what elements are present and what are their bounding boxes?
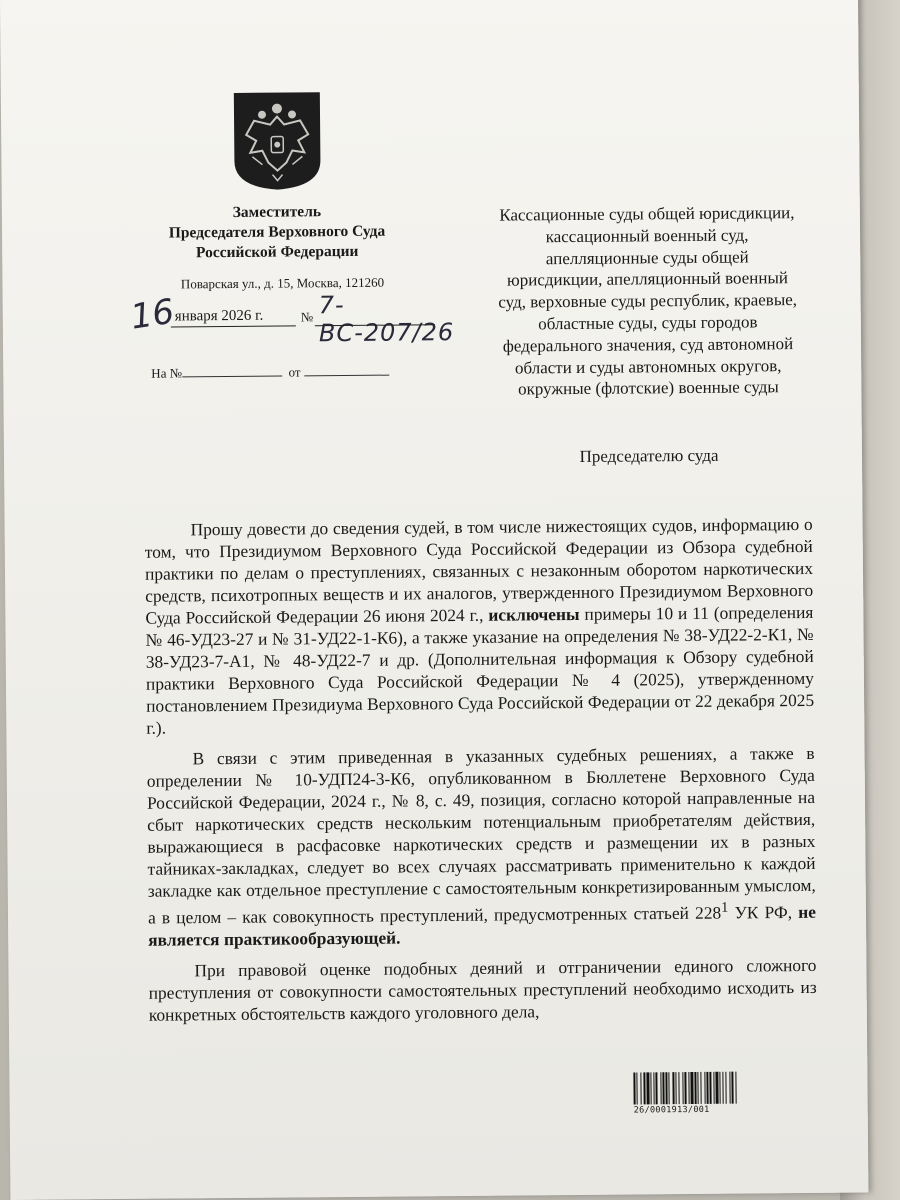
paragraph [147,742,817,951]
addressee: Председателю суда [579,445,719,466]
reference-na-label: На № [151,365,183,381]
paragraph-text: примеры 10 и 11 (определения № 46-УД23-27 и № 31-УД22-1-К6), а также указание на определения № 38-УД22-2-К1, № 38-УД23-7-А1, № 48-УД22-7 и др. (Дополнительная информация к Обзору судебной практики Верховного Суда Российской Федерации № 4 (2025), утвержденному постановлением Президиума Верховного Суда Российской Федерации от 22 декабря 2025 г.). [145,601,815,738]
date-text: января 2026 г. [174,307,264,325]
paragraph [145,513,815,739]
emphasis-text: исключены [488,603,580,625]
reference-number-blank [182,366,282,378]
barcode-bar [735,1072,736,1104]
barcode-bars [633,1071,819,1105]
sender-title-line: Заместитель [232,203,322,221]
reference-date-blank [304,365,389,377]
coat-of-arms-emblem [232,90,323,191]
paragraph [148,954,817,1026]
date-number-line [128,291,455,351]
handwritten-day: 16 [128,291,177,338]
paragraph-text: В связи с этим приведенная в указанных судебных решениях, а также в определении № 10-УДП24-3-К6, опубликованном в Бюллетене Верховного Суда Российской Федерации, 2024 г., № 8, с. 49, позиция, согласно которой направленные на сбыт наркотических средств нескольким потенциальным приобретателям действия, выражающиеся в расфасовке наркотических средств и размещении их в разных тайниках-закладках, следует во всех случаях рассматривать применительно к каждой закладке как отдельное преступление с самостоятельным конкретизированным умыслом, а в целом – как совокупность преступлений, предусмотренных статьей 228 [146,742,816,928]
emphasis-text: не является практикообразующей [148,901,817,950]
barcode-number: 26/0001913/001 [633,1104,710,1116]
handwritten-registration-number: 7-ВС-207/26 [318,291,455,348]
barcode [633,1071,819,1116]
sender-title-line: Российской Федерации [195,242,359,262]
letter-body [145,513,817,1035]
sender-title-line: Председателя Верховного Суда [168,222,386,242]
reference-ot-label: от [288,364,301,380]
superscript: 1 [721,899,729,916]
reference-line [151,363,411,381]
emphasis-text: . [396,927,401,948]
date-underline [171,325,296,327]
paragraph-text: УК РФ, [734,901,793,923]
sender-address: Поварская ул., д. 15, Москва, 121260 [180,274,385,292]
sender-title-block [132,201,423,264]
paragraph-text: При правовой оценке подобных деяний и отграничении единого сложного преступления от совокупности самостоятельных преступлений необходимо исходить из конкретных обстоятельств каждого уголовного дела, [148,954,817,1025]
number-symbol: № [300,309,314,325]
paragraph-text: Прошу довести до сведения судей, в том числе нижестоящих судов, информацию о том, что Президиумом Верховного Суда Российской Федерации из Обзора судебной практики по делам о преступлениях, связанных с незаконным оборотом наркотических средств, психотропных веществ и их аналогов, утвержденного Президиумом Верховного Суда Российской Федерации 26 июня 2024 г., [144,513,814,628]
recipients-block: Кассационные суды общей юрисдикции, кассационный военный суд, апелляционные суды общей юрисдикции, апелляционный военный суд, верховные суды республик, краевые, областные суды, суды городов федерального значения, суд автономной области и суды автономных округов, окружные (флотские) военные суды [498,203,798,399]
